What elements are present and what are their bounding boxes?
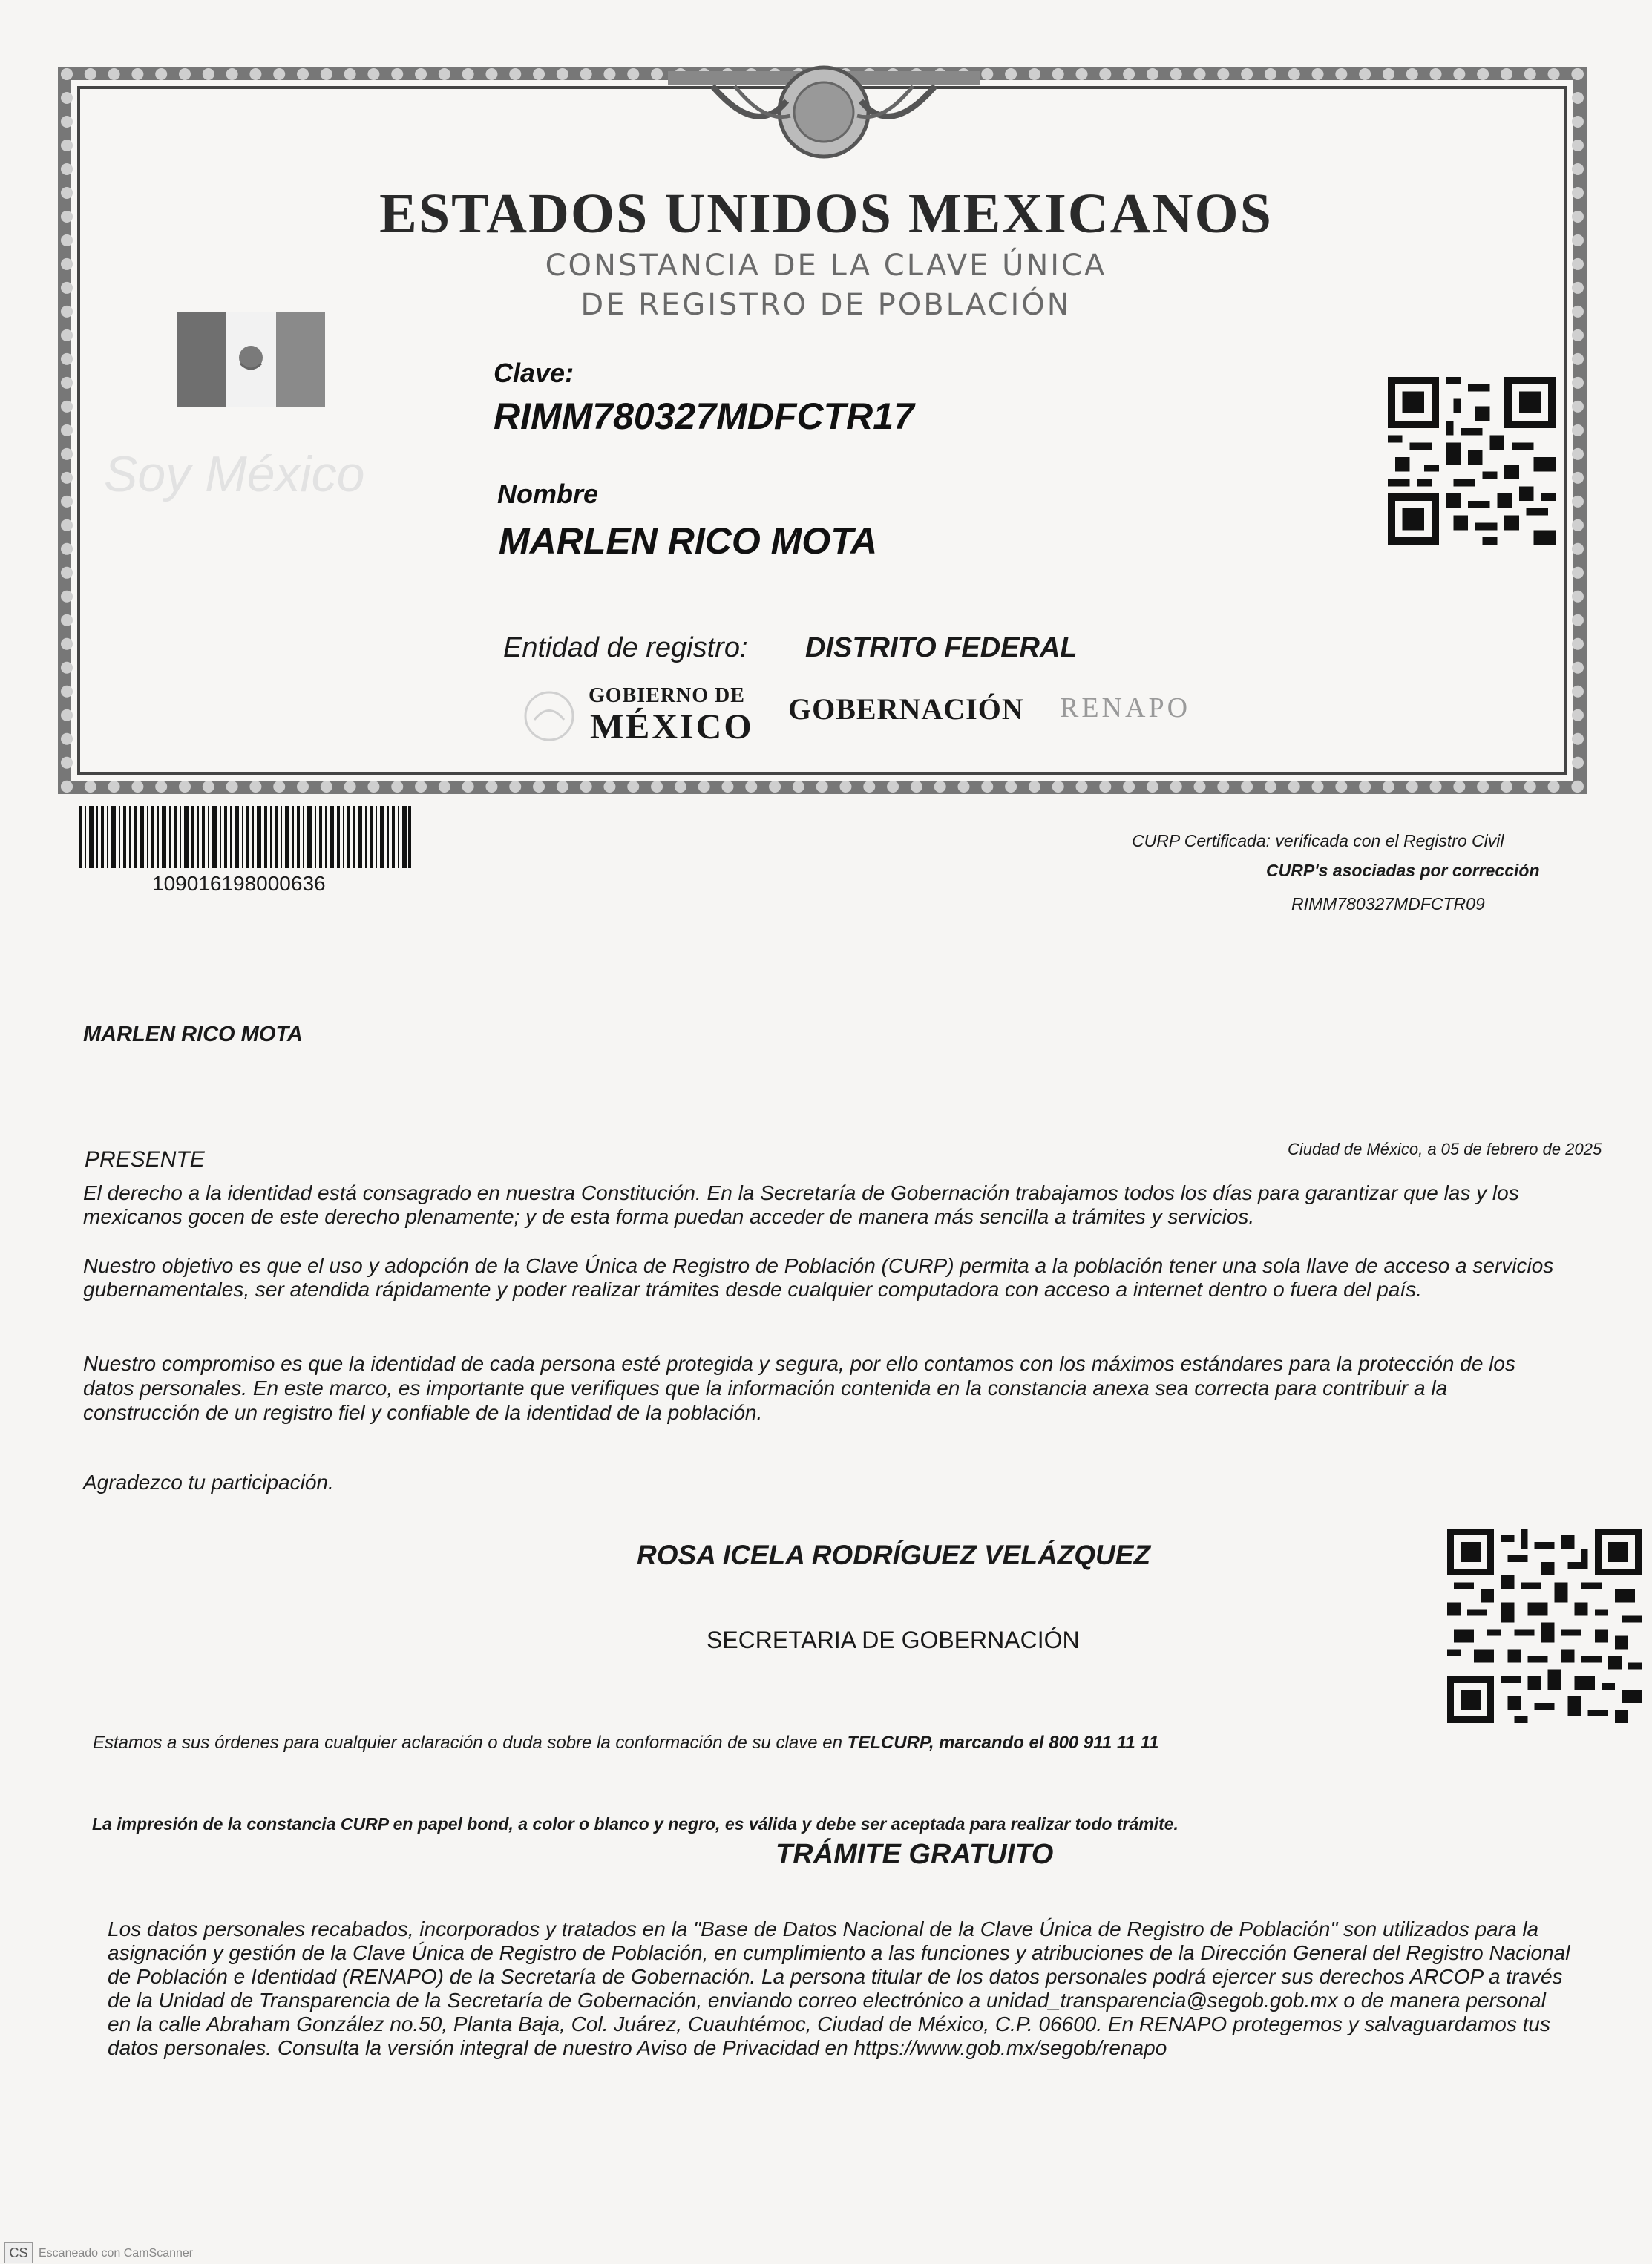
privacy-notice-line-3: de Población e Identidad (RENAPO) de la Secretaría de Gobernación. La persona titular de los datos personales podrá ejercer sus derechos ARCOP a través: [108, 1965, 1563, 1988]
privacy-notice-line-2: asignación y gestión de la Clave Única de Registro de Población, en cumplimiento a las funciones y atribuciones de la Dirección General del Registro Nacional: [108, 1941, 1570, 1964]
clave-value: RIMM780327MDFCTR17: [494, 396, 914, 437]
print-validity-notice: La impresión de la constancia CURP en papel bond, a color o blanco y negro, es válida y debe ser aceptada para realizar todo trámite.: [92, 1814, 1179, 1834]
letter-presente: PRESENTE: [85, 1147, 205, 1172]
eagle-emblem-icon: [519, 686, 579, 746]
letter-date: Ciudad de México, a 05 de febrero de 2025: [1288, 1140, 1602, 1158]
qr-code-icon: [1386, 377, 1557, 545]
watermark: Soy México: [104, 446, 365, 502]
privacy-notice-line-1: Los datos personales recabados, incorporados y tratados en la "Base de Datos Nacional de la Clave Única de Registro de Población" son utilizados para la: [108, 1917, 1539, 1940]
scanner-watermark: Escaneado con CamScanner: [39, 2247, 194, 2260]
signatory-name: ROSA ICELA RODRÍGUEZ VELÁZQUEZ: [637, 1540, 1151, 1570]
clave-label: Clave:: [494, 358, 574, 388]
document-subtitle-line1: CONSTANCIA DE LA CLAVE ÚNICA: [545, 249, 1107, 283]
logo-gobierno-line1: GOBIERNO DE: [589, 684, 745, 707]
signatory-title: SECRETARIA DE GOBERNACIÓN: [707, 1627, 1080, 1653]
nombre-value: MARLEN RICO MOTA: [499, 520, 878, 562]
logo-renapo: RENAPO: [1060, 692, 1191, 724]
curp-certificada-status: CURP Certificada: verificada con el Registro Civil: [1132, 831, 1504, 850]
camscanner-logo-icon: CS: [4, 2242, 33, 2263]
nombre-label: Nombre: [497, 479, 599, 509]
barcode-icon: [79, 806, 411, 868]
paragraph-1-line-1: El derecho a la identidad está consagrado en nuestra Constitución. En la Secretaría de Gobernación trabajamos todos los días para garantizar que las y los: [83, 1181, 1519, 1204]
document-subtitle-line2: DE REGISTRO DE POBLACIÓN: [580, 288, 1072, 322]
entidad-label: Entidad de registro:: [503, 632, 748, 663]
telcurp-phone: TELCURP, marcando el 800 911 11 11: [847, 1733, 1159, 1753]
paragraph-3-line-3: construcción de un registro fiel y confiable de la identidad de la población.: [83, 1401, 763, 1424]
letter-closing: Agradezco tu participación.: [83, 1471, 334, 1494]
letter-recipient: MARLEN RICO MOTA: [83, 1023, 303, 1046]
privacy-notice-line-5: en la calle Abraham González no.50, Planta Baja, Col. Juárez, Cuauhtémoc, Ciudad de México, C.P. 06600. En RENAPO protegemos y salvaguardamos tus: [108, 2012, 1550, 2035]
paragraph-3-line-2: datos personales. En este marco, es importante que verifiques que la información contenida en la constancia anexa sea correcta para contribuir a la: [83, 1377, 1448, 1400]
logo-gobierno-line2: MÉXICO: [590, 707, 754, 747]
curp-asociada-value: RIMM780327MDFCTR09: [1291, 894, 1485, 913]
logo-gobernacion: GOBERNACIÓN: [788, 692, 1024, 726]
national-crest-icon: [668, 56, 980, 160]
privacy-notice-line-4: de la Unidad de Transparencia de la Secretaría de Gobernación, enviando correo electrónico a unidad_transparencia@segob.gob.mx o de manera personal: [108, 1989, 1546, 2012]
contact-text: Estamos a sus órdenes para cualquier aclaración o duda sobre la conformación de su clave en: [93, 1733, 848, 1753]
paragraph-2-line-2: gubernamentales, ser atendida rápidamente y poder realizar trámites desde cualquier computadora con acceso a internet dentro o fuera del país.: [83, 1278, 1422, 1301]
document-title: ESTADOS UNIDOS MEXICANOS: [379, 183, 1273, 245]
paragraph-2-line-1: Nuestro objetivo es que el uso y adopción de la Clave Única de Registro de Población (CURP) permita a la población tener una sola llave de acceso a servicios: [83, 1254, 1554, 1277]
mexican-flag-icon: [177, 312, 325, 407]
paragraph-1-line-2: mexicanos gocen de este derecho plenamente; y de esta forma puedan acceder de manera más sencilla a trámites y servicios.: [83, 1205, 1255, 1228]
qr-code-icon: [1444, 1529, 1645, 1723]
barcode-number: 109016198000636: [152, 872, 326, 895]
contact-info: [93, 1733, 1158, 1753]
privacy-notice-line-6: datos personales. Consulta la versión integral de nuestro Aviso de Privacidad en https://www.gob.mx/segob/renapo: [108, 2036, 1167, 2059]
entidad-value: DISTRITO FEDERAL: [805, 632, 1078, 663]
paragraph-3-line-1: Nuestro compromiso es que la identidad de cada persona esté protegida y segura, por ello contamos con los máximos estándares para la protección de los: [83, 1352, 1515, 1375]
free-procedure-heading: TRÁMITE GRATUITO: [776, 1839, 1054, 1870]
curp-asociadas-label: CURP's asociadas por corrección: [1266, 861, 1540, 880]
